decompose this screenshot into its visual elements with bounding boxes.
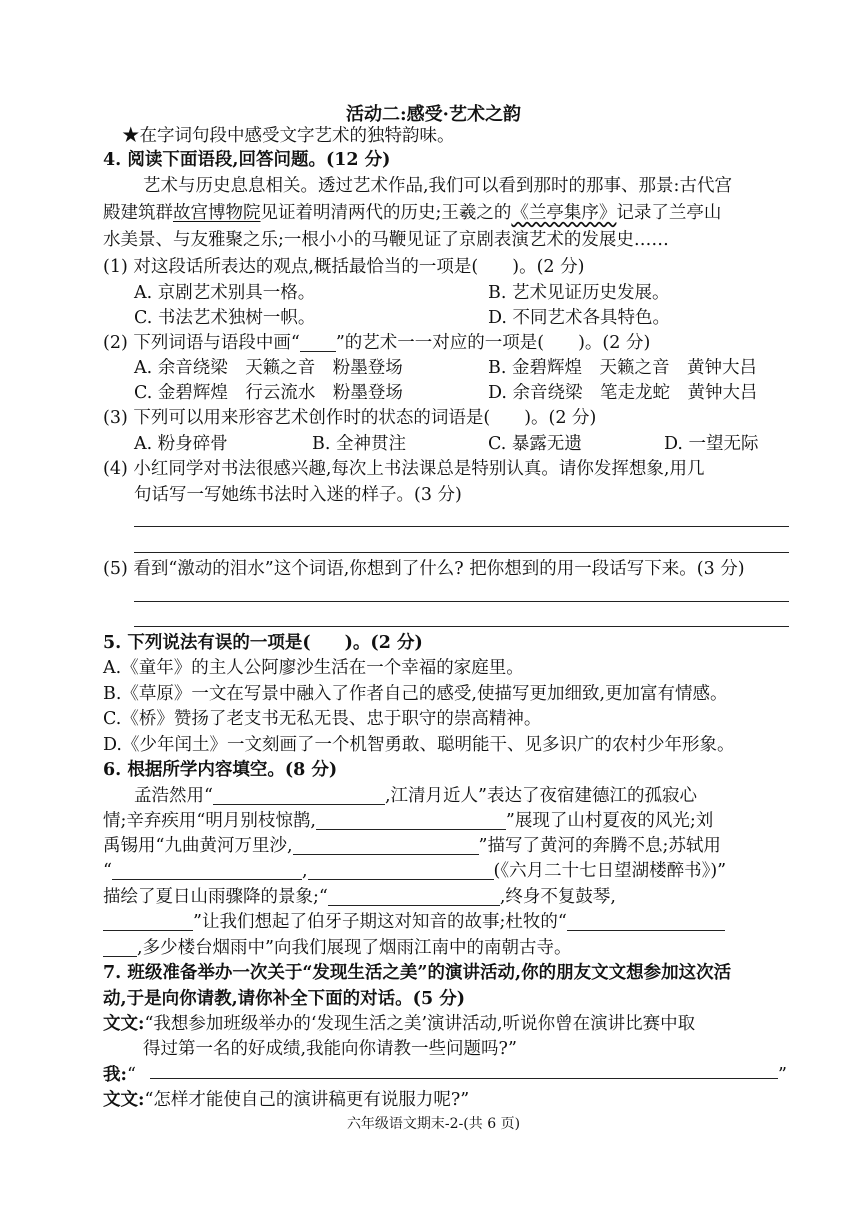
fill-blank[interactable]: [316, 811, 506, 830]
q4-sub2-option-d: D. 余音绕梁 笔走龙蛇 黄钟大吕: [488, 383, 758, 403]
fill-blank[interactable]: [308, 861, 494, 880]
speaker-label: 文文:: [103, 1014, 145, 1034]
q7-answer-line[interactable]: [150, 1078, 778, 1079]
q6-line1: [134, 784, 697, 808]
fill-text: ”让我们想起了伯牙子期这对知音的故事;杜牧的“: [193, 912, 567, 932]
fill-blank[interactable]: [328, 887, 500, 906]
fill-blank[interactable]: [103, 912, 193, 931]
speaker-label: 文文:: [103, 1090, 145, 1110]
q6-line2: [103, 809, 713, 833]
q4-sub5-answer-line[interactable]: [134, 601, 789, 602]
q4-sub3-question: [103, 406, 596, 430]
q7-me-turn: [103, 1063, 136, 1087]
fill-text: ,多少楼台烟雨中”向我们展现了烟雨江南中的南朝古寺。: [137, 938, 572, 958]
q4-sub5-question: (5) 看到“激动的泪水”这个词语,你想到了什么? 把你想到的用一段话写下来。(3 分): [103, 559, 745, 579]
q4-passage-line2: [103, 201, 721, 225]
q4-sub4-answer-line[interactable]: [134, 526, 789, 527]
fill-text: ,江清月近人”表达了夜宿建德江的孤寂心: [384, 786, 697, 806]
q7-wenwen-turn1-cont: 得过第一名的好成绩,我能向你请教一些问题吗?”: [143, 1039, 517, 1059]
q5-option-b: B.《草原》一文在写景中融入了作者自己的感受,使描写更加细致,更加富有情感。: [103, 684, 728, 704]
fill-text: ”描写了黄河的奔腾不息;苏轼用: [478, 836, 721, 856]
question-text: )。(2 分): [578, 333, 651, 353]
q4-passage-text: 殿建筑群: [103, 203, 173, 223]
q7-heading-line1: 7. 班级准备举办一次关于“发现生活之美”的演讲活动,你的朋友文文想参加这次活: [103, 963, 732, 983]
fill-text: ”展现了山村夏夜的风光;刘: [505, 811, 714, 831]
fill-text: 描绘了夏日山雨骤降的景象;“: [103, 887, 328, 907]
question-text: ”的艺术一一对应的一项是(: [335, 333, 545, 353]
q6-line6: [103, 910, 725, 934]
fill-text: 孟浩然用“: [134, 786, 213, 806]
q4-sub2-option-b: B. 金碧辉煌 天籁之音 黄钟大吕: [488, 358, 757, 378]
q4-sub4-answer-line[interactable]: [134, 552, 789, 553]
page-footer: 六年级语文期末-2-(共 6 页): [346, 1116, 521, 1132]
q4-sub2-option-a: A. 余音绕梁 天籁之音 粉墨登场: [134, 358, 403, 378]
q4-wavy-underlined-term: 《兰亭集序》: [511, 203, 617, 223]
q5-option-c: C.《桥》赞扬了老支书无私无畏、忠于职守的崇高精神。: [103, 709, 542, 729]
q4-underlined-term: 故宫博物院: [173, 203, 261, 223]
fill-blank[interactable]: [567, 912, 725, 931]
q4-sub3-option-d: D. 一望无际: [664, 434, 759, 454]
q4-sub1-option-d: D. 不同艺术各具特色。: [488, 308, 671, 328]
q4-heading: 4. 阅读下面语段,回答问题。(12 分): [103, 150, 391, 170]
fill-blank[interactable]: [112, 861, 302, 880]
q7-wenwen-turn1: [103, 1012, 695, 1036]
q6-heading: 6. 根据所学内容填空。(8 分): [103, 760, 338, 780]
q4-sub1-question: [103, 255, 584, 279]
q4-sub3-option-c: C. 暴露无遗: [488, 434, 582, 454]
q7-me-close: ”: [778, 1065, 787, 1085]
q4-sub3-option-a: A. 粉身碎骨: [134, 434, 228, 454]
q7-wenwen-turn2: [103, 1088, 469, 1112]
q4-sub2-question: [103, 331, 650, 355]
dialogue-text: “怎样才能使自己的演讲稿更有说服力呢?”: [144, 1090, 470, 1110]
q4-passage-text: 记录了兰亭山: [616, 203, 722, 223]
question-text: (2) 下列词语与语段中画“: [103, 333, 300, 353]
question-text: )。(2 分): [344, 633, 423, 653]
q6-line3: [103, 834, 721, 858]
q4-sub1-option-b: B. 艺术见证历史发展。: [488, 283, 670, 303]
speaker-label: 我:: [103, 1065, 127, 1085]
q5-option-a: A.《童年》的主人公阿廖沙生活在一个幸福的家庭里。: [103, 658, 524, 678]
fill-blank[interactable]: [103, 938, 137, 957]
q5-heading: [103, 631, 423, 655]
q4-sub1-option-c: C. 书法艺术独树一帜。: [134, 308, 316, 328]
fill-text: ,: [301, 861, 308, 881]
q4-sub4-line2: 句话写一写她练书法时入迷的样子。(3 分): [134, 485, 462, 505]
question-text: (1) 对这段话所表达的观点,概括最恰当的一项是(: [103, 257, 479, 277]
question-text: )。(2 分): [524, 408, 597, 428]
q4-sub2-option-c: C. 金碧辉煌 行云流水 粉墨登场: [134, 383, 403, 403]
marker-blank: [300, 333, 336, 352]
q5-option-d: D.《少年闰土》一文刻画了一个机智勇敢、聪明能干、见多识广的农村少年形象。: [103, 735, 735, 755]
q4-sub4-line1: (4) 小红同学对书法很感兴趣,每次上书法课总是特别认真。请你发挥想象,用几: [103, 459, 705, 479]
fill-text: 情;辛弃疾用“明月别枝惊鹊,: [103, 811, 316, 831]
section-intro: ★在字词句段中感受文字艺术的独特韵味。: [122, 126, 455, 146]
fill-text: ,终身不复鼓琴,: [499, 887, 616, 907]
q4-passage-line3: 水美景、与友雅聚之乐;一根小小的马鞭见证了京剧表演艺术的发展史……: [103, 230, 669, 250]
q6-line4: [103, 859, 726, 883]
question-text: 5. 下列说法有误的一项是(: [103, 633, 311, 653]
q7-heading-line2: 动,于是向你请教,请你补全下面的对话。(5 分): [103, 989, 466, 1009]
q4-passage-text: 见证着明清两代的历史;王羲之的: [260, 203, 512, 223]
fill-text: “: [103, 861, 112, 881]
question-text: (3) 下列可以用来形容艺术创作时的状态的词语是(: [103, 408, 491, 428]
question-text: )。(2 分): [512, 257, 585, 277]
q6-line5: [103, 885, 616, 909]
q4-sub1-option-a: A. 京剧艺术别具一格。: [134, 283, 316, 303]
fill-text: (《六月二十七日望湖楼醉书》)”: [493, 861, 727, 881]
q4-passage-line1: 艺术与历史息息相关。透过艺术作品,我们可以看到那时的那事、那景:古代宫: [143, 176, 732, 196]
fill-blank[interactable]: [293, 836, 479, 855]
fill-text: 禹锡用“九曲黄河万里沙,: [103, 836, 293, 856]
q4-sub5-answer-line[interactable]: [134, 626, 789, 627]
fill-blank[interactable]: [213, 786, 385, 805]
quote-open: “: [126, 1065, 136, 1085]
section-title: 活动二:感受·艺术之韵: [346, 104, 521, 125]
q6-line7: [103, 936, 572, 960]
q4-sub3-option-b: B. 全神贯注: [312, 434, 406, 454]
dialogue-text: “我想参加班级举办的‘发现生活之美’演讲活动,听说你曾在演讲比赛中取: [144, 1014, 696, 1034]
